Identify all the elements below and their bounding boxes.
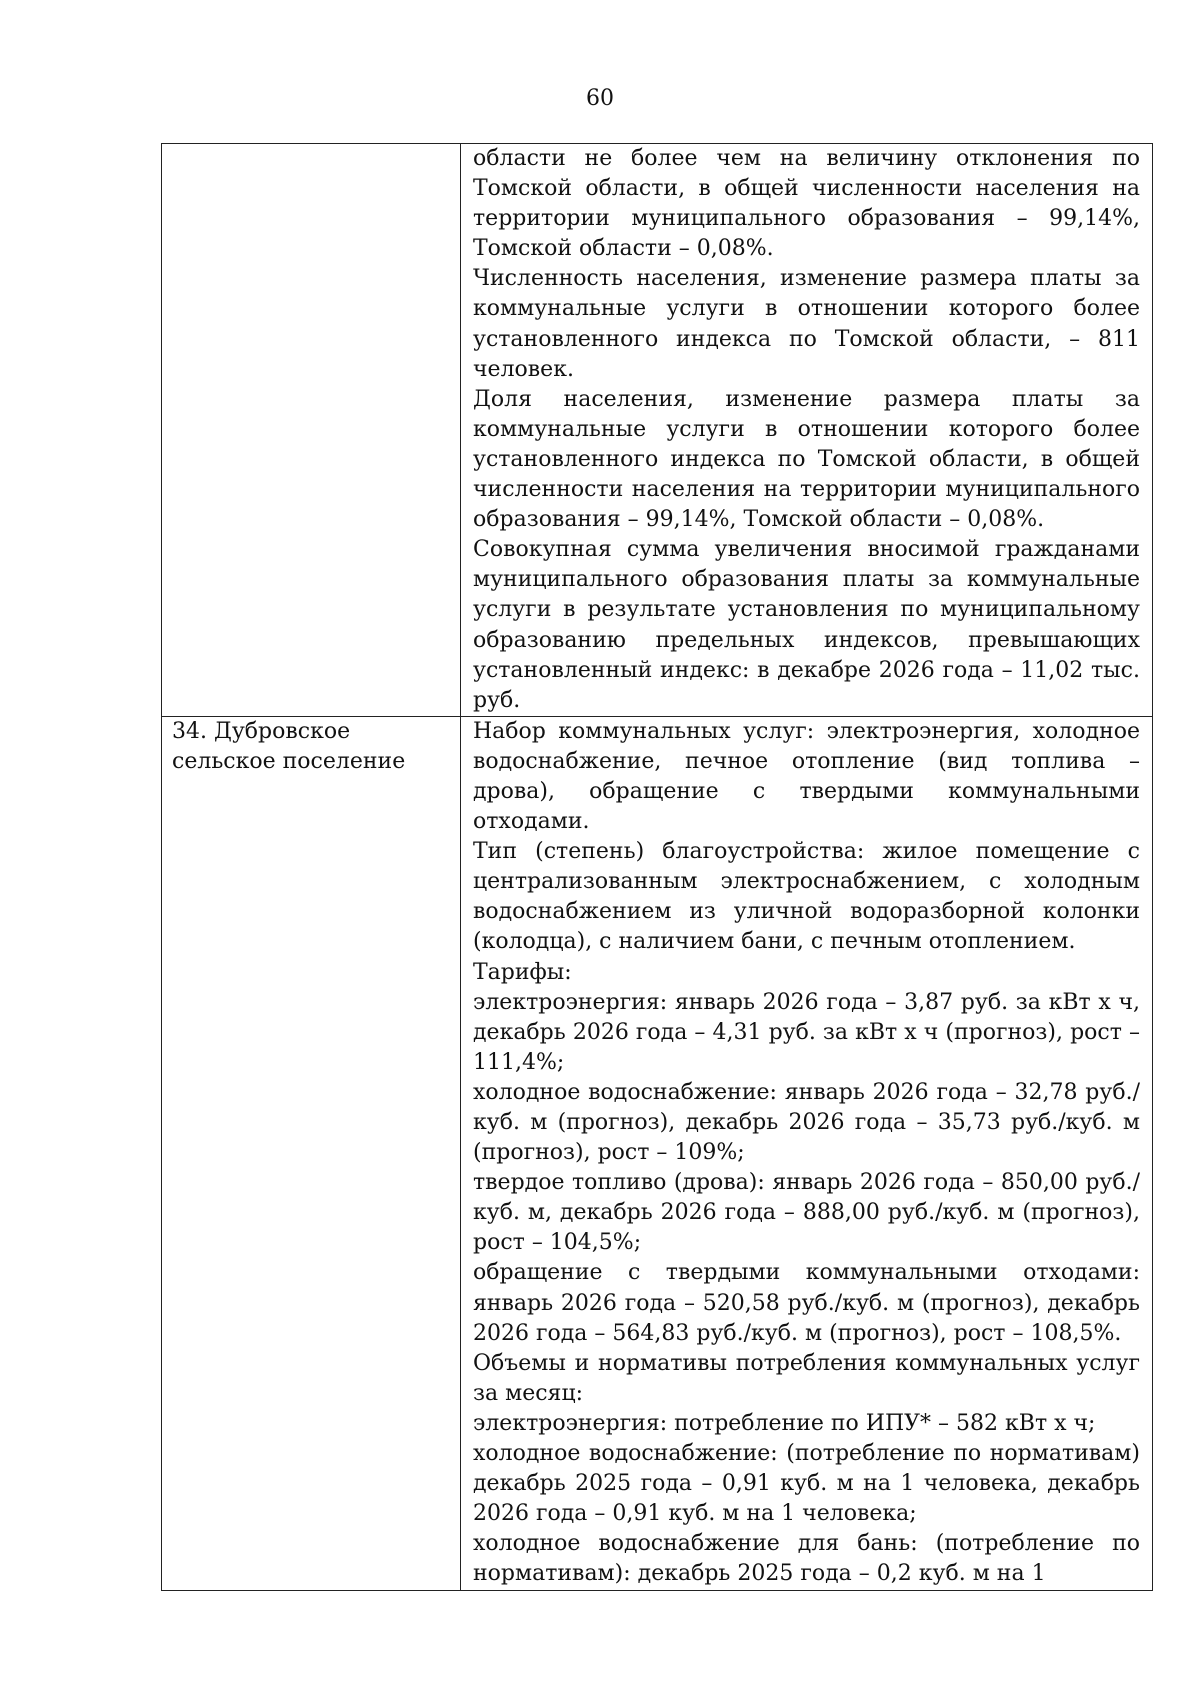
- paragraph: электроэнергия: потребление по ИПУ* – 582 кВт х ч;: [473, 1410, 1096, 1436]
- paragraph: Тип (степень) благоустройства: жилое помещение с централизованным электроснабжением, с холодным водоснабжением из уличной водоразборной колонки (колодца), с наличием бани, с печным отоплением.: [473, 839, 1140, 955]
- paragraph: области не более чем на величину отклонения по Томской области, в общей численности населения на территории муниципального образования – 99,14%, Томской области – 0,08%.: [473, 146, 1140, 262]
- paragraph: холодное водоснабжение: (потребление по нормативам) декабрь 2025 года – 0,91 куб. м на 1 человека, декабрь 2026 года – 0,91 куб. м на 1 человека;: [473, 1441, 1140, 1527]
- paragraph: Доля населения, изменение размера платы за коммунальные услуги в отношении которого более установленного индекса по Томской области, в общей численности населения на территории муниципального образования – 99,14%, Томской области – 0,08%.: [473, 386, 1140, 533]
- paragraph: Численность населения, изменение размера платы за коммунальные услуги в отношении которого более установленного индекса по Томской области, – 811 человек.: [473, 266, 1140, 382]
- description-cell: [461, 144, 1153, 717]
- paragraph: Объемы и нормативы потребления коммунальных услуг за месяц:: [473, 1350, 1140, 1406]
- municipality-name: 34. Дубровское сельское поселение: [172, 718, 406, 774]
- paragraph: холодное водоснабжение: январь 2026 года – 32,78 руб./куб. м (прогноз), декабрь 2026 года – 35,73 руб./куб. м (прогноз), рост – 109%;: [473, 1079, 1140, 1166]
- page-number: 60: [586, 86, 614, 111]
- paragraph: Тарифы:: [473, 959, 572, 985]
- paragraph: твердое топливо (дрова): январь 2026 года – 850,00 руб./куб. м, декабрь 2026 года – 888,00 руб./куб. м (прогноз), рост – 104,5%;: [473, 1170, 1140, 1256]
- paragraph: Совокупная сумма увеличения вносимой гражданами муниципального образования платы за коммунальные услуги в результате установления по муниципальному образованию предельных индексов, превышающих установленный индекс: в декабре 2026 года – 11,02 тыс. руб.: [473, 537, 1140, 713]
- municipality-cell: [162, 716, 461, 1590]
- paragraph: Набор коммунальных услуг: электроэнергия, холодное водоснабжение, печное отопление (вид топлива – дрова), обращение с твердыми коммунальными отходами.: [473, 718, 1140, 835]
- table-row: [162, 144, 1153, 717]
- paragraph: холодное водоснабжение для бань: (потребление по нормативам): декабрь 2025 года – 0,2 куб. м на 1: [473, 1531, 1140, 1587]
- description-cell: [461, 716, 1153, 1590]
- table-row: [162, 716, 1153, 1590]
- municipality-cell: [162, 144, 461, 717]
- municipality-table: [161, 143, 1153, 1591]
- paragraph: обращение с твердыми коммунальными отходами: январь 2026 года – 520,58 руб./куб. м (прогноз), декабрь 2026 года – 564,83 руб./куб. м (прогноз), рост – 108,5%.: [473, 1260, 1140, 1346]
- paragraph: электроэнергия: январь 2026 года – 3,87 руб. за кВт х ч, декабрь 2026 года – 4,31 руб. за кВт х ч (прогноз), рост – 111,4%;: [473, 989, 1140, 1075]
